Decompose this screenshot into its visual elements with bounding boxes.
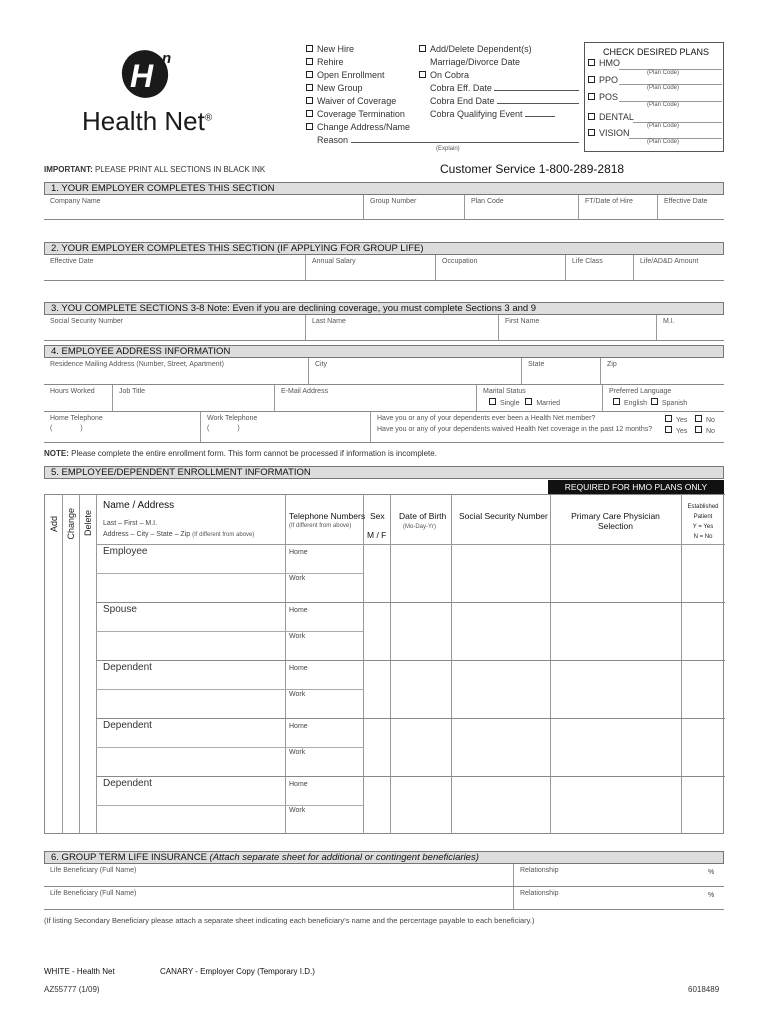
date-of-hire-field[interactable]: FT/Date of Hire [578, 195, 657, 219]
event-rehire[interactable]: Rehire [306, 56, 579, 69]
plan-hmo[interactable]: HMO [588, 57, 620, 70]
beneficiary-row-2 [44, 887, 724, 910]
percent-field[interactable]: % [708, 892, 715, 899]
plan-code-label: (Plan Code) [647, 85, 680, 91]
enroll-row-employee[interactable] [45, 544, 725, 602]
state-field[interactable]: State [521, 358, 600, 384]
first-name-field[interactable]: First Name [498, 315, 656, 340]
logo-sup: n [162, 50, 172, 67]
section2-header: 2. YOUR EMPLOYER COMPLETES THIS SECTION (IF APPLYING FOR GROUP LIFE) [44, 242, 724, 255]
plan-code-label: (Plan Code) [647, 70, 680, 76]
important-note: IMPORTANT: PLEASE PRINT ALL SECTIONS IN BLACK INK [44, 165, 266, 174]
home-phone-label: Home [289, 665, 308, 672]
change-col-header: Change [66, 508, 76, 540]
home-phone-label: Home [289, 723, 308, 730]
marital-status [476, 385, 602, 411]
form-id: 6018489 [688, 985, 720, 994]
section3-row [44, 315, 724, 341]
section4-row2 [44, 385, 724, 412]
telephone-sub: (If different from above) [289, 523, 352, 529]
pcp-header: Primary Care Physician Selection [571, 511, 660, 531]
home-phone-label: Home [289, 607, 308, 614]
work-phone-label: Work [289, 633, 306, 640]
beneficiary-row-1 [44, 864, 724, 887]
preferred-language-label: Preferred Language [609, 388, 672, 395]
preferred-language [602, 385, 724, 411]
lang-spanish[interactable]: Spanish [651, 400, 687, 407]
work-phone-label: Work [289, 749, 306, 756]
enroll-row-dependent-2[interactable] [45, 718, 725, 776]
company-name-field[interactable]: Company Name [50, 198, 101, 205]
ssn-field[interactable]: Social Security Number [50, 318, 124, 325]
section5-header: 5. EMPLOYEE/DEPENDENT ENROLLMENT INFORMATION [44, 466, 724, 479]
plan-code-label: (Plan Code) [647, 102, 680, 108]
section1-header: 1. YOUR EMPLOYER COMPLETES THIS SECTION [44, 182, 724, 195]
plans-box [584, 42, 724, 152]
row-label: Spouse [103, 604, 137, 615]
note: NOTE: Please complete the entire enrollment form. This form cannot be processed if information is incomplete. [44, 449, 437, 458]
email-field[interactable]: E-Mail Address [274, 385, 476, 411]
plan-code-field[interactable]: Plan Code [464, 195, 578, 219]
name-sub2: Address – City – State – Zip (If different from above) [103, 531, 255, 538]
mi-field[interactable]: M.I. [656, 315, 724, 340]
section4-row3 [44, 412, 724, 443]
dob-header: Date of Birth [399, 511, 447, 521]
marital-status-label: Marital Status [483, 388, 526, 395]
event-new-group[interactable]: New Group [306, 82, 579, 95]
life-class-field[interactable]: Life Class [565, 255, 633, 280]
city-field[interactable]: City [308, 358, 521, 384]
plan-code-label: (Plan Code) [647, 123, 680, 129]
telephone-header: Telephone Numbers [289, 511, 366, 521]
row-label: Dependent [103, 720, 152, 731]
work-phone-label: Work [289, 691, 306, 698]
established-patient-header: Established Patient Y = Yes N = No [687, 504, 719, 540]
home-phone-label: Home [289, 781, 308, 788]
name-sub1: Last – First – M.I. [103, 520, 158, 527]
hmo-required-header: REQUIRED FOR HMO PLANS ONLY [548, 480, 724, 494]
q1-no[interactable]: No [695, 415, 715, 424]
footer-canary: CANARY - Employer Copy (Temporary I.D.) [160, 967, 315, 976]
row-label: Dependent [103, 778, 152, 789]
enroll-row-dependent-1[interactable] [45, 660, 725, 718]
relationship-field[interactable]: Relationship [513, 864, 724, 886]
reason-field[interactable]: Reason [306, 134, 579, 147]
relationship-field[interactable]: Relationship [513, 887, 724, 909]
last-name-field[interactable]: Last Name [305, 315, 498, 340]
lang-english[interactable]: English [613, 400, 647, 407]
customer-service: Customer Service 1-800-289-2818 [440, 162, 625, 176]
mf-header: M / F [367, 530, 387, 540]
q2-yes[interactable]: Yes [665, 426, 687, 435]
health-net-logo [82, 46, 232, 146]
event-add-delete[interactable]: Add/Delete Dependent(s) [419, 43, 579, 56]
q1-yes[interactable]: Yes [665, 415, 687, 424]
cobra-end-date[interactable]: Cobra End Date [419, 95, 579, 108]
plan-pos[interactable]: POS [588, 91, 618, 104]
group-number-field[interactable]: Group Number [363, 195, 464, 219]
marital-married[interactable]: Married [525, 400, 560, 407]
event-waiver[interactable]: Waiver of Coverage [306, 95, 579, 108]
section4-header: 4. EMPLOYEE ADDRESS INFORMATION [44, 345, 724, 358]
ssn-header: Social Security Number [459, 511, 548, 521]
add-col-header: Add [49, 516, 59, 533]
cobra-eff-date[interactable]: Cobra Eff. Date [419, 82, 579, 95]
work-phone-label: Work [289, 807, 306, 814]
effective-date-field[interactable]: Effective Date [657, 195, 724, 219]
row-label: Employee [103, 546, 148, 557]
plan-dental[interactable]: DENTAL [588, 111, 634, 124]
event-termination[interactable]: Coverage Termination [306, 108, 579, 121]
section4-row1 [44, 358, 724, 385]
q-waived: Have you or any of your dependents waived Health Net coverage in the past 12 months? [377, 426, 653, 433]
name-address-header: Name / Address [103, 500, 175, 511]
work-telephone-field[interactable]: Work Telephone ( ) [200, 412, 370, 442]
section3-header: 3. YOU COMPLETE SECTIONS 3-8 Note: Even if you are declining coverage, you must complete Sections 3 and 9 [44, 302, 724, 315]
member-questions [370, 412, 724, 442]
marriage-date[interactable]: Marriage/Divorce Date [430, 57, 521, 67]
beneficiary-name-field[interactable]: Life Beneficiary (Full Name) [50, 890, 137, 897]
footer-white: WHITE - Health Net [44, 967, 115, 976]
enrollment-table [44, 494, 724, 834]
sex-header: Sex [370, 511, 385, 521]
event-new-hire[interactable]: New Hire [306, 43, 579, 56]
life-effective-date-field[interactable]: Effective Date [50, 258, 94, 265]
cobra-qual-event[interactable]: Cobra Qualifying Event [419, 108, 579, 121]
hours-worked-field[interactable]: Hours Worked [50, 388, 95, 395]
beneficiary-name-field[interactable]: Life Beneficiary (Full Name) [50, 867, 137, 874]
life-add-amount-field[interactable]: Life/AD&D Amount [633, 255, 724, 280]
plan-code-label: (Plan Code) [647, 139, 680, 145]
logo-letter: H [130, 58, 154, 94]
dob-sub: (Mo-Day-Yr) [403, 524, 436, 530]
q2-no[interactable]: No [695, 426, 715, 435]
home-phone-label: Home [289, 549, 308, 556]
job-title-field[interactable]: Job Title [112, 385, 274, 411]
plan-ppo[interactable]: PPO [588, 74, 618, 87]
home-telephone-field[interactable]: Home Telephone ( ) [50, 415, 103, 432]
section1-row [44, 195, 724, 220]
logo-name: Health Net® [82, 106, 213, 136]
plan-vision[interactable]: VISION [588, 127, 630, 140]
plans-title: CHECK DESIRED PLANS [603, 47, 710, 57]
work-phone-label: Work [289, 575, 306, 582]
event-cobra[interactable]: On Cobra [419, 69, 579, 82]
occupation-field[interactable]: Occupation [435, 255, 565, 280]
form-number: AZ55777 (1/09) [44, 985, 100, 994]
annual-salary-field[interactable]: Annual Salary [305, 255, 435, 280]
q-former-member: Have you or any of your dependents ever been a Health Net member? [377, 415, 596, 422]
events-col2 [419, 43, 579, 121]
enroll-row-dependent-3[interactable] [45, 776, 725, 834]
marital-single[interactable]: Single [489, 400, 519, 407]
event-change-address[interactable]: Change Address/Name [306, 121, 579, 134]
secondary-beneficiary-note: (If listing Secondary Beneficiary please attach a separate sheet indicating each beneficiary’s name and the percentage payable to each beneficiary.) [44, 916, 535, 925]
explain-label: (Explain) [436, 146, 460, 152]
row-label: Dependent [103, 662, 152, 673]
enroll-row-spouse[interactable] [45, 602, 725, 660]
event-open-enrollment[interactable]: Open Enrollment [306, 69, 579, 82]
zip-field[interactable]: Zip [600, 358, 724, 384]
percent-field[interactable]: % [708, 869, 715, 876]
delete-col-header: Delete [83, 510, 93, 537]
section2-row [44, 255, 724, 281]
section6-header: 6. GROUP TERM LIFE INSURANCE (Attach separate sheet for additional or contingent beneficiaries) [44, 851, 724, 864]
address-field[interactable]: Residence Mailing Address (Number, Street, Apartment) [50, 361, 224, 368]
